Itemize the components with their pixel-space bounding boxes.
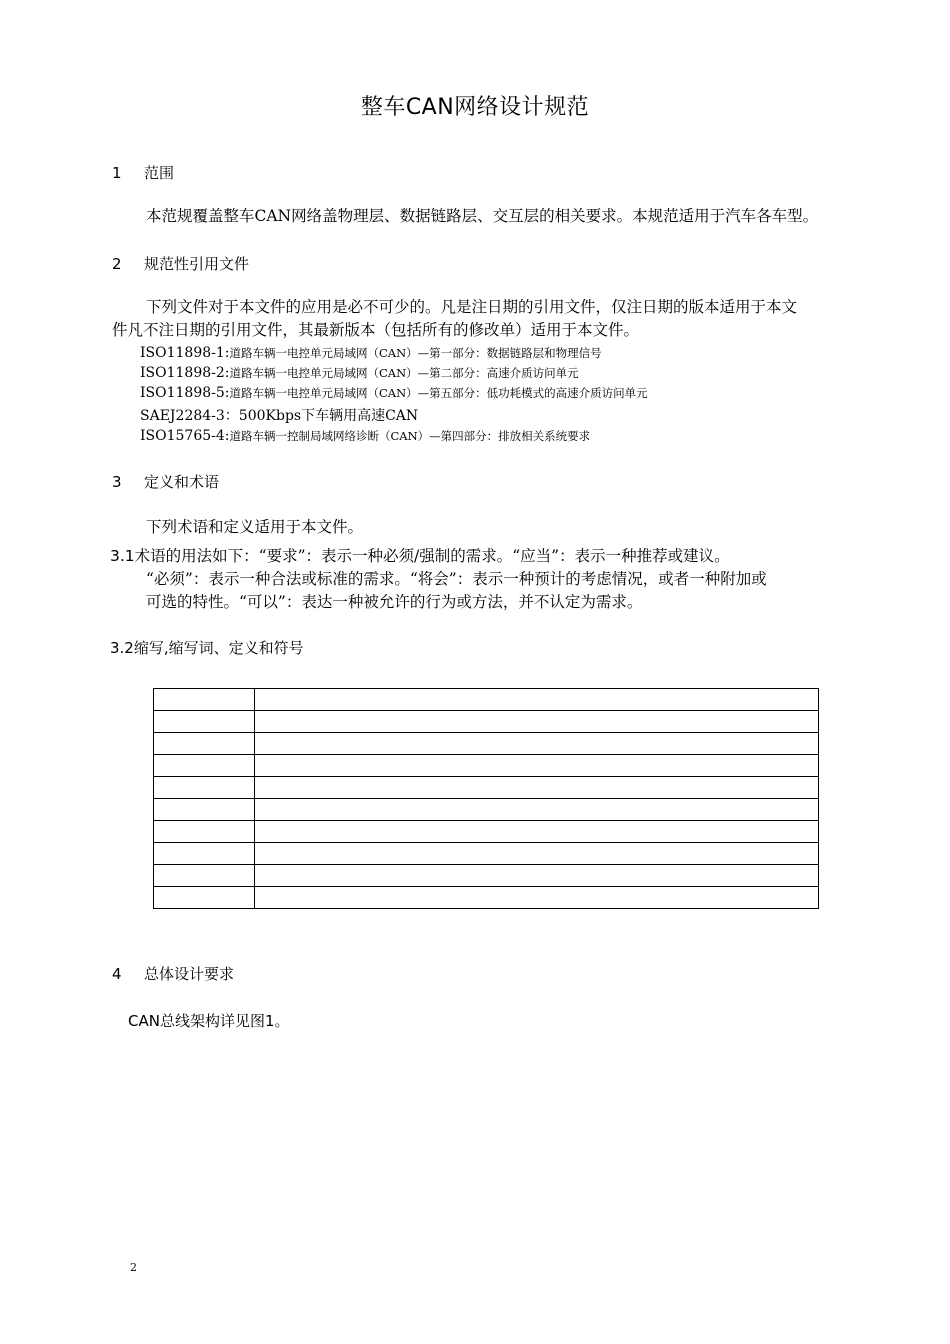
table-cell [154, 799, 255, 821]
reference-code: ISO15765-4: [140, 428, 230, 444]
table-row [154, 865, 819, 887]
table-cell [255, 799, 819, 821]
table-cell [154, 711, 255, 733]
table-cell [255, 711, 819, 733]
table-row [154, 711, 819, 733]
reference-code: ISO11898-5: [140, 385, 230, 401]
table-cell [255, 689, 819, 711]
section-2-heading [112, 253, 249, 274]
section-number: 3 [112, 473, 122, 491]
table-cell [154, 887, 255, 909]
reference-code: SAEJ2284-3：500Kbps [140, 408, 302, 424]
subsection-text: “要求”：表示一种必须/强制的需求。“应当”：表示一种推荐或建议。 [258, 547, 730, 565]
reference-desc: 道路车辆一电控单元局域网（CAN）—第二部分：高速介质访问单元 [229, 366, 579, 380]
section-4-body: CAN总线架构详见图1。 [128, 1012, 290, 1030]
table-cell [154, 733, 255, 755]
reference-item [140, 428, 590, 444]
table-row [154, 887, 819, 909]
reference-item [140, 405, 418, 425]
table-row [154, 777, 819, 799]
subsection-lead: 术语的用法如下： [134, 547, 259, 565]
table-cell [154, 755, 255, 777]
reference-desc: 道路车辆一电控单元局域网（CAN）—第五部分：低功耗模式的高速介质访问单元 [229, 386, 648, 400]
abbreviation-table [153, 688, 819, 909]
section-number: 1 [112, 164, 122, 182]
page-number: 2 [130, 1261, 137, 1274]
document-title: 整车CAN网络设计规范 [360, 95, 590, 120]
subsection-number: 3.1 [110, 547, 135, 565]
section-title: 规范性引用文件 [144, 255, 250, 273]
section-title: 定义和术语 [144, 473, 220, 491]
section-3-1-line-1 [110, 545, 730, 568]
section-1-heading [112, 162, 174, 183]
table-cell [255, 777, 819, 799]
table-cell [255, 755, 819, 777]
section-3-body: 下列术语和定义适用于本文件。 [146, 518, 364, 536]
section-2-body-line-2: 件凡不注日期的引用文件，其最新版本（包括所有的修改单）适用于本文件。 [112, 321, 640, 339]
table-row [154, 733, 819, 755]
table-cell [154, 865, 255, 887]
section-4-heading [112, 963, 234, 984]
table-cell [255, 821, 819, 843]
table-cell [154, 689, 255, 711]
section-3-heading [112, 471, 219, 492]
reference-code: ISO11898-2: [140, 365, 230, 381]
section-number: 2 [112, 255, 122, 273]
reference-item [140, 345, 602, 361]
table-cell [154, 821, 255, 843]
table-row [154, 755, 819, 777]
reference-item [140, 365, 579, 381]
section-number: 4 [112, 965, 122, 983]
table-cell [255, 887, 819, 909]
table-cell [255, 843, 819, 865]
section-title: 范围 [144, 164, 175, 182]
table-row [154, 843, 819, 865]
section-3-1-line-3: 可选的特性。“可以”：表达一种被允许的行为或方法，并不认定为需求。 [146, 593, 643, 611]
reference-desc: 道路车辆一控制局域网络诊断（CAN）—第四部分：排放相关系统要求 [229, 429, 591, 443]
reference-desc: 道路车辆一电控单元局域网（CAN）—第一部分：数据链路层和物理信号 [229, 346, 602, 360]
reference-code: ISO11898-1: [140, 345, 230, 361]
table-row [154, 799, 819, 821]
table-cell [255, 865, 819, 887]
section-2-body-line-1: 下列文件对于本文件的应用是必不可少的。凡是注日期的引用文件，仅注日期的版本适用于本文 [146, 298, 798, 316]
reference-desc: 下车辆用高速CAN [301, 408, 419, 424]
section-1-body: 本范规覆盖整车CAN网络盖物理层、数据链路层、交互层的相关要求。本规范适用于汽车各车型。 [146, 207, 819, 225]
table-cell [154, 843, 255, 865]
table-row [154, 689, 819, 711]
table-cell [154, 777, 255, 799]
table-row [154, 821, 819, 843]
section-3-2-heading: 3.2缩写,缩写词、定义和符号 [110, 639, 304, 657]
section-3-1-line-2: “必须”：表示一种合法或标准的需求。“将会”：表示一种预计的考虑情况，或者一种附加或 [146, 570, 767, 588]
section-title: 总体设计要求 [144, 965, 235, 983]
reference-item [140, 385, 648, 401]
table-cell [255, 733, 819, 755]
